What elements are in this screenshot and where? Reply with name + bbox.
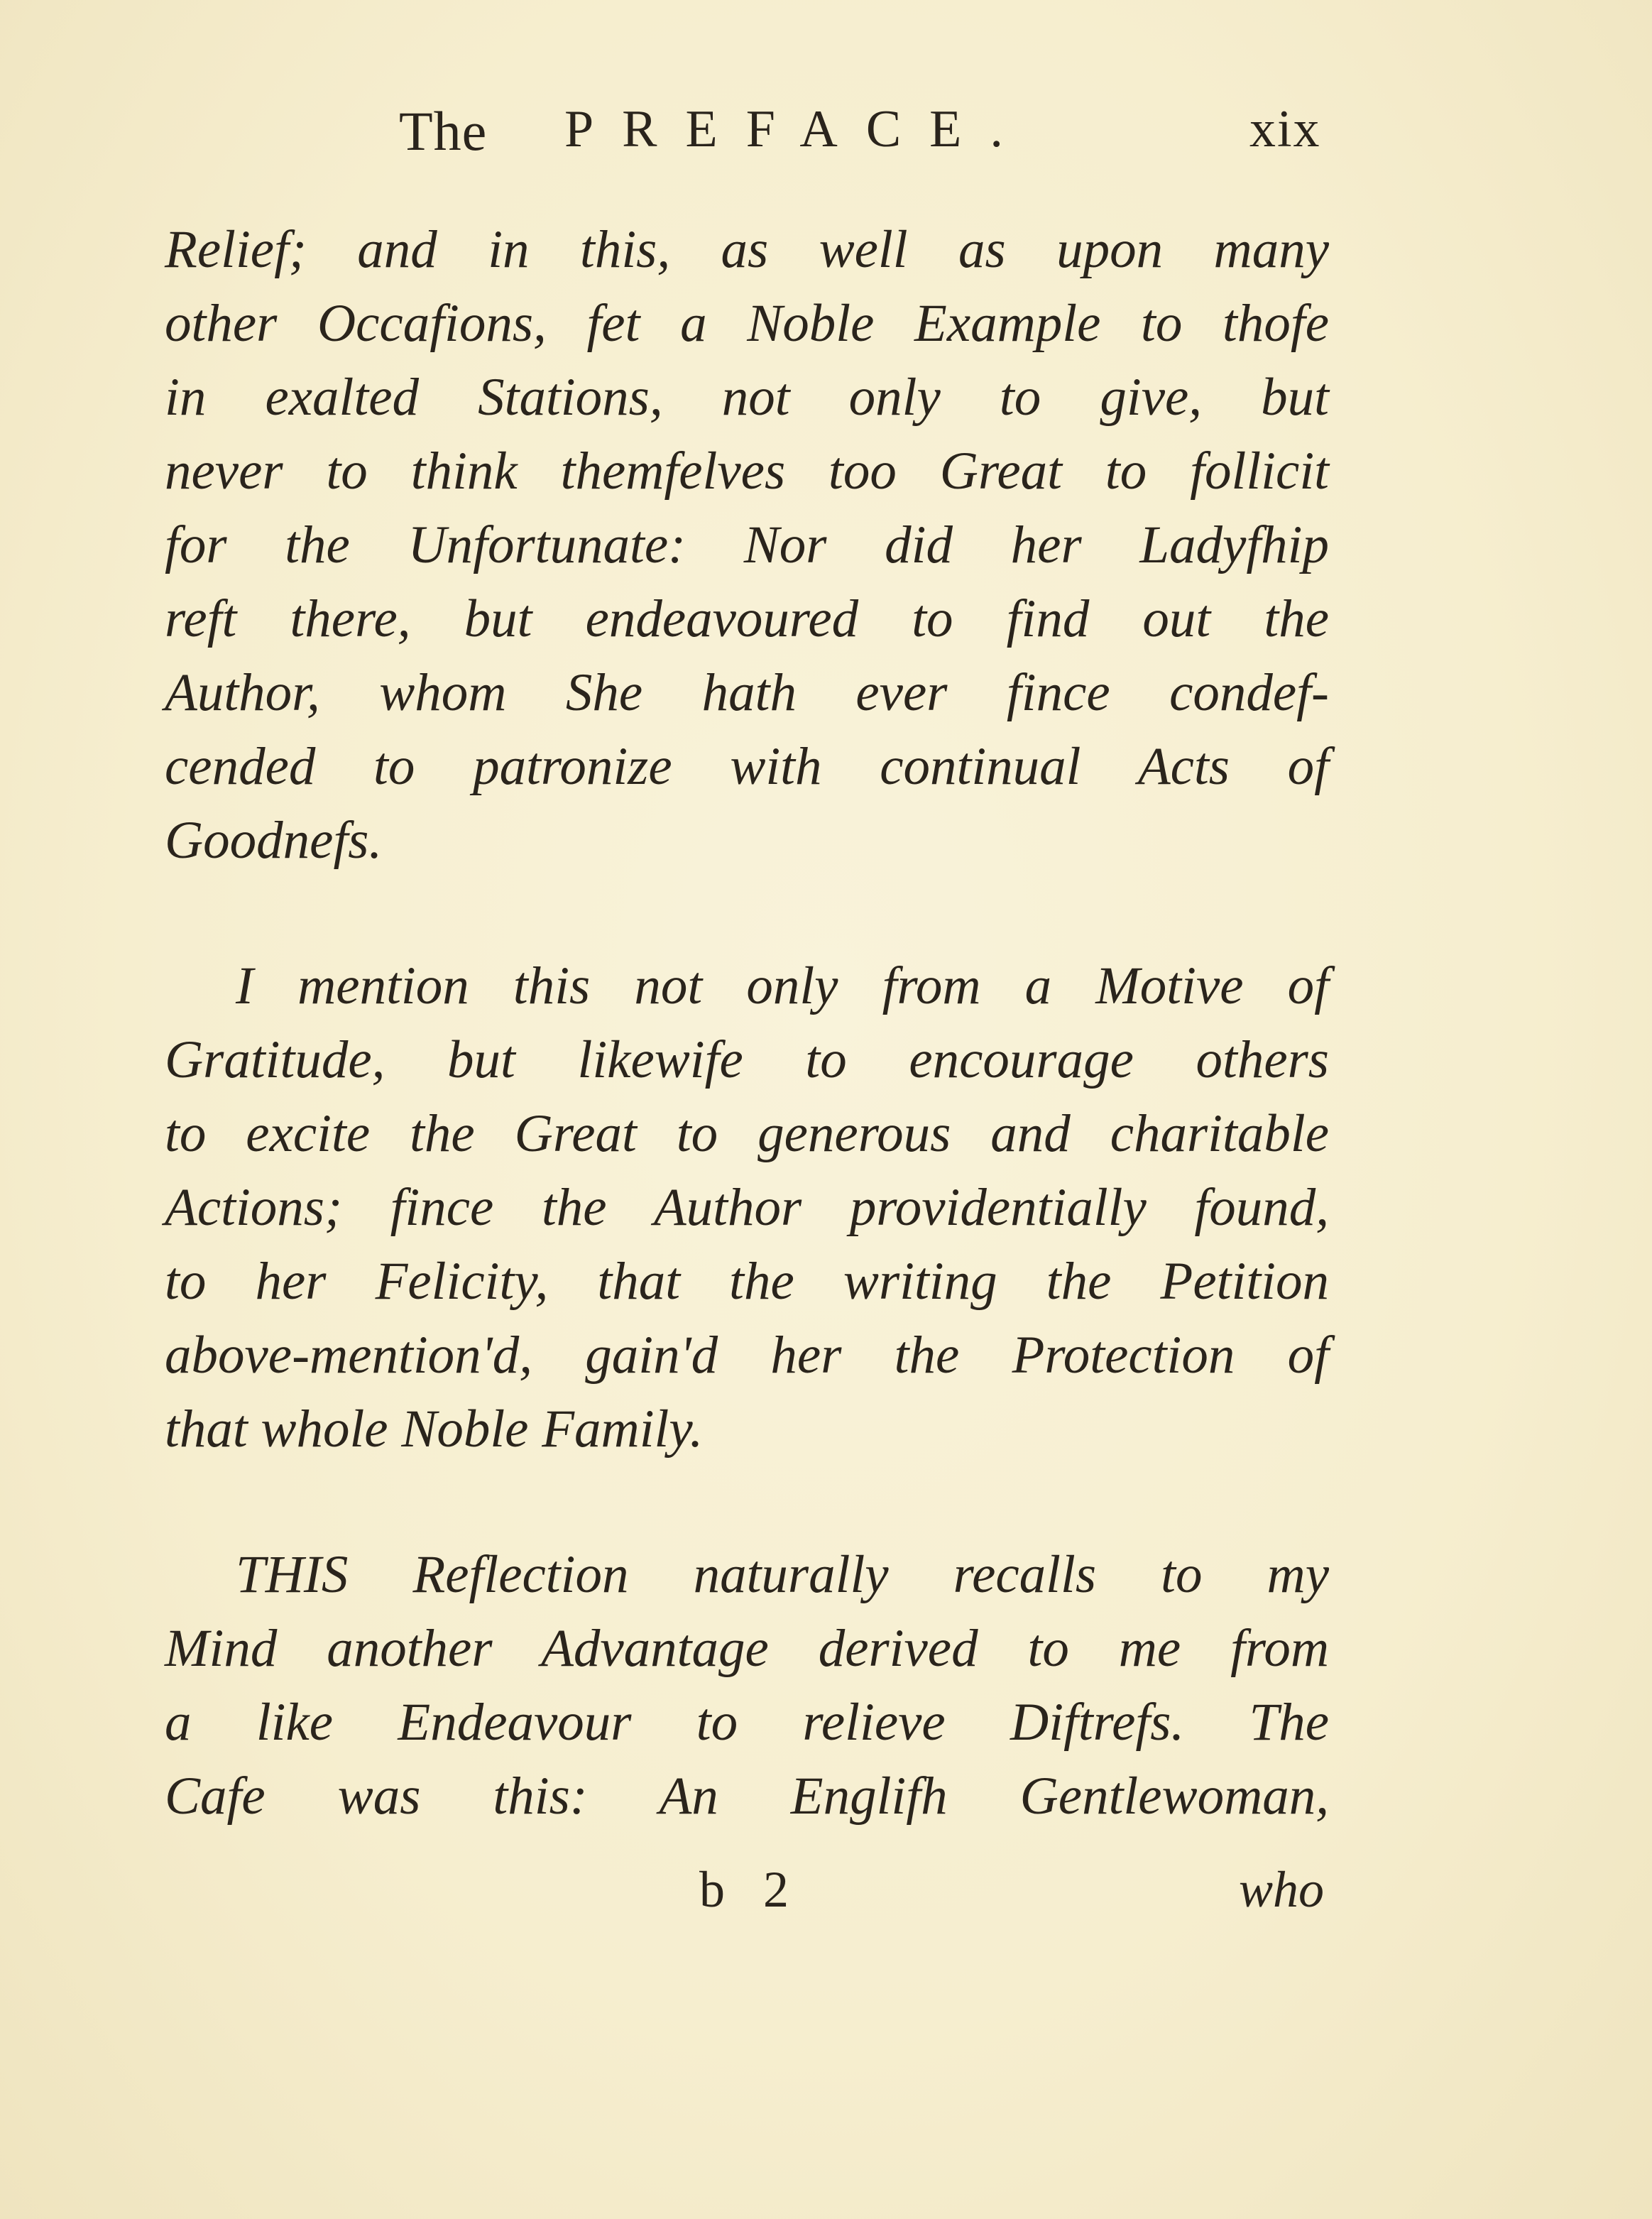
text-line: reft there, but endeavoured to find out the (165, 589, 1329, 648)
text-line: Author, whom She hath ever fince condef- (165, 663, 1329, 722)
text-line: to her Felicity, that the writing the Petition (165, 1252, 1329, 1311)
running-head-title: PREFACE. (564, 100, 1032, 158)
text-line: to excite the Great to generous and charitable (165, 1104, 1329, 1163)
text-line: Mind another Advantage derived to me from (165, 1619, 1329, 1678)
text-line: that whole Noble Family. (165, 1400, 704, 1459)
running-head (0, 99, 1652, 170)
text-line: in exalted Stations, not only to give, but (165, 368, 1329, 427)
text-line: Cafe was this: An Englifh Gentlewoman, (165, 1767, 1329, 1826)
text-line: Goodnefs. (165, 811, 383, 870)
paragraph-2 (165, 949, 1329, 1466)
running-head-the: The (399, 100, 488, 162)
paragraph-3 (165, 1538, 1329, 1833)
text-line: never to think themfelves too Great to follicit (165, 442, 1329, 501)
text-line: other Occafions, fet a Noble Example to thofe (165, 294, 1329, 353)
text-line: above-mention'd, gain'd her the Protection of (165, 1326, 1329, 1385)
text-line: a like Endeavour to relieve Diftrefs. The (165, 1693, 1329, 1752)
text-line: Actions; fince the Author providentially found, (165, 1178, 1329, 1237)
text-line: I mention this not only from a Motive of (236, 956, 1329, 1015)
page-footer (0, 1860, 1652, 1931)
page-number: xix (1249, 100, 1321, 158)
paragraph-1 (165, 213, 1329, 878)
signature-mark: b 2 (699, 1861, 802, 1918)
text-line: for the Unfortunate: Nor did her Ladyfhip (165, 516, 1329, 574)
text-line: cended to patronize with continual Acts of (165, 737, 1329, 796)
text-line: Relief; and in this, as well as upon many (165, 220, 1329, 279)
text-line: THIS Reflection naturally recalls to my (236, 1545, 1329, 1604)
body-text (165, 213, 1329, 1905)
text-line: Gratitude, but likewife to encourage others (165, 1030, 1329, 1089)
catchword: who (1239, 1861, 1325, 1918)
